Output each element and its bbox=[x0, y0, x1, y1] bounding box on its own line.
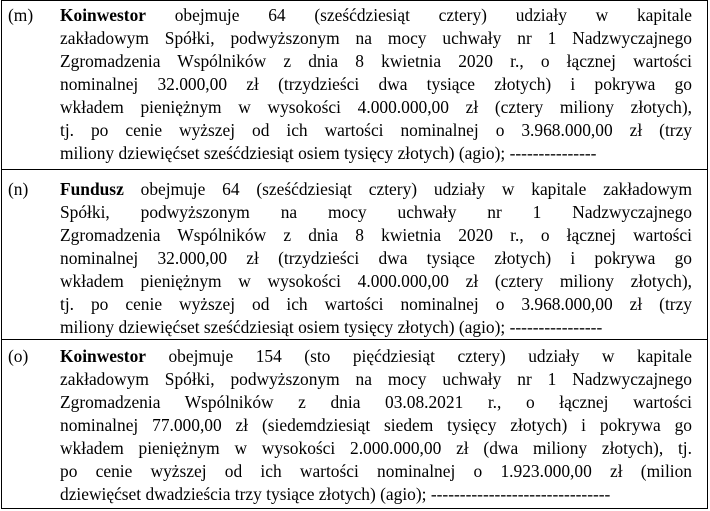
clause-line: wkładem pieniężnym w wysokości 2.000.000,00 zł (dwa miliony złotych), tj. bbox=[60, 438, 692, 458]
clause-line: Koinwestor obejmuje 154 (sto pięćdziesiąt cztery) udziały w kapitale bbox=[60, 346, 692, 366]
clause-line: tj. po cenie wyższej od ich wartości nominalnej o 3.968.000,00 zł (trzy bbox=[60, 120, 692, 140]
clause-line: wkładem pieniężnym w wysokości 4.000.000,00 zł (cztery miliony złotych), bbox=[60, 97, 692, 117]
clause-line: Zgromadzenia Wspólników z dnia 8 kwietnia 2020 r., o łącznej wartości bbox=[60, 225, 692, 245]
clause-n bbox=[2, 169, 707, 339]
clause-line: miliony dziewięćset sześćdziesiąt osiem tysięcy złotych) (agio); --------------- bbox=[60, 143, 597, 163]
clause-text bbox=[60, 345, 692, 506]
party-name: Koinwestor bbox=[60, 5, 146, 25]
clause-o bbox=[2, 339, 707, 510]
clause-line: nominalnej 32.000,00 zł (trzydzieści dwa tysiące złotych) i pokrywa go bbox=[60, 74, 692, 94]
clause-line: nominalnej 32.000,00 zł (trzydzieści dwa tysiące złotych) i pokrywa go bbox=[60, 248, 692, 268]
clause-line: nominalnej 77.000,00 zł (siedemdziesiąt siedem tysięcy złotych) i pokrywa go bbox=[60, 415, 692, 435]
clauses-table bbox=[1, 0, 708, 509]
clause-line: miliony dziewięćset sześćdziesiąt osiem tysięcy złotych) (agio); ---------------- bbox=[60, 317, 603, 337]
party-name: Fundusz bbox=[60, 179, 124, 199]
clause-text bbox=[60, 4, 692, 165]
clause-m bbox=[2, 1, 707, 169]
clause-line: Zgromadzenia Wspólników z dnia 8 kwietnia 2020 r., o łącznej wartości bbox=[60, 51, 692, 71]
clause-line: Zgromadzenia Wspólników z dnia 03.08.2021 r., o łącznej wartości bbox=[60, 392, 692, 412]
clause-letter: (m) bbox=[8, 5, 34, 25]
clause-text bbox=[60, 178, 692, 339]
clause-line: Spółki, podwyższonym na mocy uchwały nr 1 Nadzwyczajnego bbox=[60, 202, 692, 222]
clause-line: dziewięćset dwadzieścia trzy tysiące złotych) (agio); ------------------------------- bbox=[60, 484, 611, 504]
clause-line: Koinwestor obejmuje 64 (sześćdziesiąt cztery) udziały w kapitale bbox=[60, 5, 692, 25]
clause-letter: (n) bbox=[8, 179, 29, 199]
clause-line: zakładowym Spółki, podwyższonym na mocy uchwały nr 1 Nadzwyczajnego bbox=[60, 369, 692, 389]
clause-line: zakładowym Spółki, podwyższonym na mocy uchwały nr 1 Nadzwyczajnego bbox=[60, 28, 692, 48]
clause-line: wkładem pieniężnym w wysokości 4.000.000,00 zł (cztery miliony złotych), bbox=[60, 271, 692, 291]
clause-letter: (o) bbox=[8, 346, 29, 366]
clause-line: po cenie wyższej od ich wartości nominalnej o 1.923.000,00 zł (milion bbox=[60, 461, 692, 481]
clause-line: Fundusz obejmuje 64 (sześćdziesiąt cztery) udziały w kapitale zakładowym bbox=[60, 179, 692, 199]
party-name: Koinwestor bbox=[60, 346, 146, 366]
clause-line: tj. po cenie wyższej od ich wartości nominalnej o 3.968.000,00 zł (trzy bbox=[60, 294, 692, 314]
